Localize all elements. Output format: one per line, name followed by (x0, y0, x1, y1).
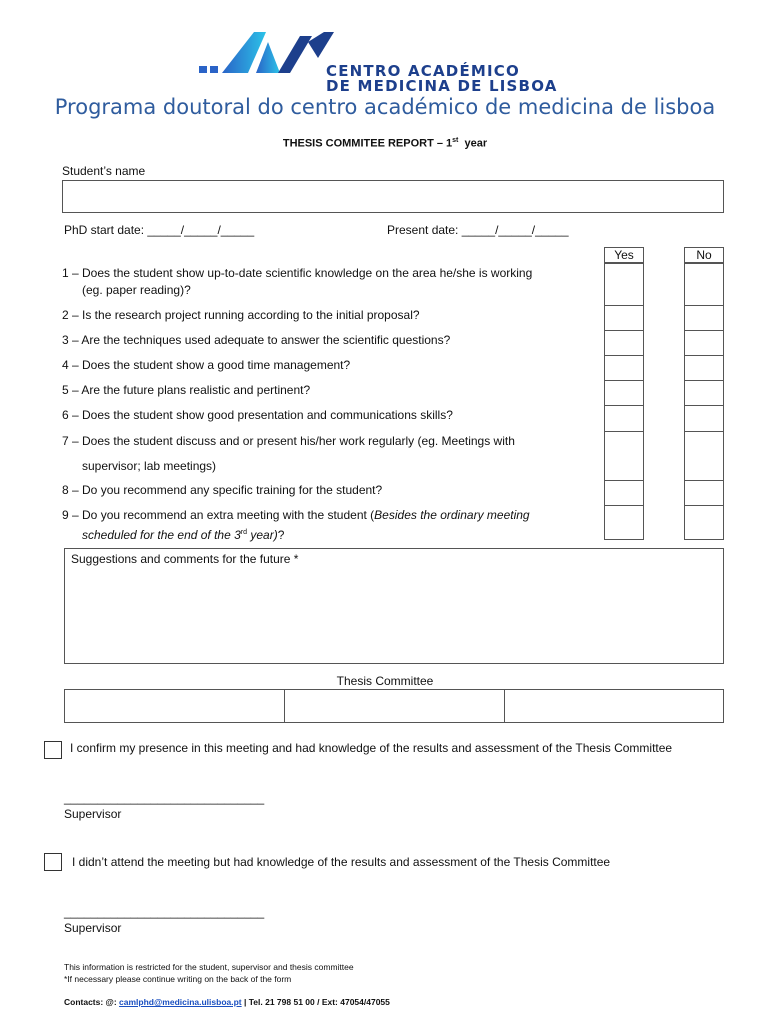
question-8: 8 – Do you recommend any specific training for the student? (62, 483, 383, 497)
confirm-presence-checkbox[interactable] (44, 741, 62, 759)
institution-logo (196, 28, 586, 94)
question-9-line2-sup: rd (240, 529, 248, 536)
logo-text-line2: DE MEDICINA DE LISBOA (326, 77, 558, 95)
question-9-line2 (62, 524, 530, 544)
question-7-line2: supervisor; lab meetings) (82, 459, 217, 473)
question-6: 6 – Does the student show good presentation and communications skills? (62, 408, 453, 422)
subtitle-prefix: THESIS COMMITEE REPORT – 1 (282, 137, 453, 150)
subtitle-suffix: year (464, 137, 488, 150)
question-9-line1: 9 – Do you recommend an extra meeting with the student ( (62, 508, 375, 522)
question-4: 4 – Does the student show a good time management? (62, 358, 351, 372)
question-9-line2-end: ? (277, 528, 285, 542)
confirm-absence-text: I didn’t attend the meeting but had knowledge of the results and assessment of the Thesis Committee (72, 855, 611, 869)
answer-yes-q3[interactable] (604, 330, 644, 356)
answer-no-q4[interactable] (684, 355, 724, 381)
question-5: 5 – Are the future plans realistic and pertinent? (62, 383, 311, 397)
confirm-presence-text: I confirm my presence in this meeting and had knowledge of the results and assessment of the Thesis Committee (70, 741, 673, 755)
report-subtitle (0, 137, 770, 150)
logo-mark-icon (196, 28, 336, 76)
contacts-line (64, 997, 390, 1007)
question-9-line1-italic: Besides the ordinary meeting (374, 508, 530, 522)
answer-yes-q9[interactable] (604, 505, 644, 540)
answer-yes-q5[interactable] (604, 380, 644, 406)
question-2: 2 – Is the research project running according to the initial proposal? (62, 308, 420, 322)
question-9-line2-italic-end: year) (247, 528, 278, 542)
signature-line-2: ______________________________ (64, 905, 265, 919)
page-title: Programa doutoral do centro académico de medicina de lisboa (54, 95, 716, 119)
signature-line-1: ______________________________ (64, 791, 265, 805)
phd-start-date-label: PhD start date: _____/_____/_____ (64, 223, 255, 237)
committee-member-field-1[interactable] (64, 689, 285, 723)
back-of-form-note: *If necessary please continue writing on the back of the form (64, 974, 292, 984)
question-1 (62, 265, 532, 299)
logo-text-line1: CENTRO ACADÉMICO (326, 62, 520, 80)
answer-no-q2[interactable] (684, 305, 724, 331)
question-3: 3 – Are the techniques used adequate to answer the scientific questions? (62, 333, 451, 347)
student-name-field[interactable] (62, 180, 724, 213)
answer-no-q1[interactable] (684, 263, 724, 306)
question-1-line1: 1 – Does the student show up-to-date scientific knowledge on the area he/she is working (62, 266, 533, 280)
question-7-line1: 7 – Does the student discuss and or present his/her work regularly (eg. Meetings with (62, 434, 515, 448)
present-date-label: Present date: _____/_____/_____ (387, 223, 569, 237)
supervisor-label-2: Supervisor (64, 921, 122, 935)
supervisor-label-1: Supervisor (64, 807, 122, 821)
confirm-absence-checkbox[interactable] (44, 853, 62, 871)
answer-no-q8[interactable] (684, 480, 724, 506)
answer-yes-q6[interactable] (604, 405, 644, 432)
student-name-label: Student’s name (62, 164, 146, 178)
committee-member-field-3[interactable] (504, 689, 724, 723)
answer-no-q3[interactable] (684, 330, 724, 356)
question-7 (62, 433, 515, 475)
contact-email-link[interactable]: camlphd@medicina.ulisboa.pt (119, 997, 242, 1007)
answer-yes-q4[interactable] (604, 355, 644, 381)
committee-member-field-2[interactable] (284, 689, 505, 723)
suggestions-box[interactable] (64, 548, 724, 664)
subtitle-sup: st (452, 137, 459, 144)
answer-no-q6[interactable] (684, 405, 724, 432)
yes-column-header: Yes (604, 247, 644, 263)
question-9 (62, 507, 530, 544)
answer-yes-q8[interactable] (604, 480, 644, 506)
question-1-line2: (eg. paper reading)? (82, 283, 191, 297)
answer-yes-q1[interactable] (604, 263, 644, 306)
no-column-header: No (684, 247, 724, 263)
answer-yes-q7[interactable] (604, 431, 644, 481)
thesis-committee-label: Thesis Committee (336, 674, 434, 688)
answer-no-q7[interactable] (684, 431, 724, 481)
restriction-note: This information is restricted for the student, supervisor and thesis committee (64, 962, 354, 972)
suggestions-label: Suggestions and comments for the future * (71, 552, 299, 566)
answer-no-q5[interactable] (684, 380, 724, 406)
question-9-line2-italic: scheduled for the end of the 3 (82, 528, 241, 542)
answer-no-q9[interactable] (684, 505, 724, 540)
contacts-suffix: | Tel. 21 798 51 00 / Ext: 47054/47055 (241, 997, 390, 1007)
contacts-prefix: Contacts: @: (64, 997, 120, 1007)
answer-yes-q2[interactable] (604, 305, 644, 331)
